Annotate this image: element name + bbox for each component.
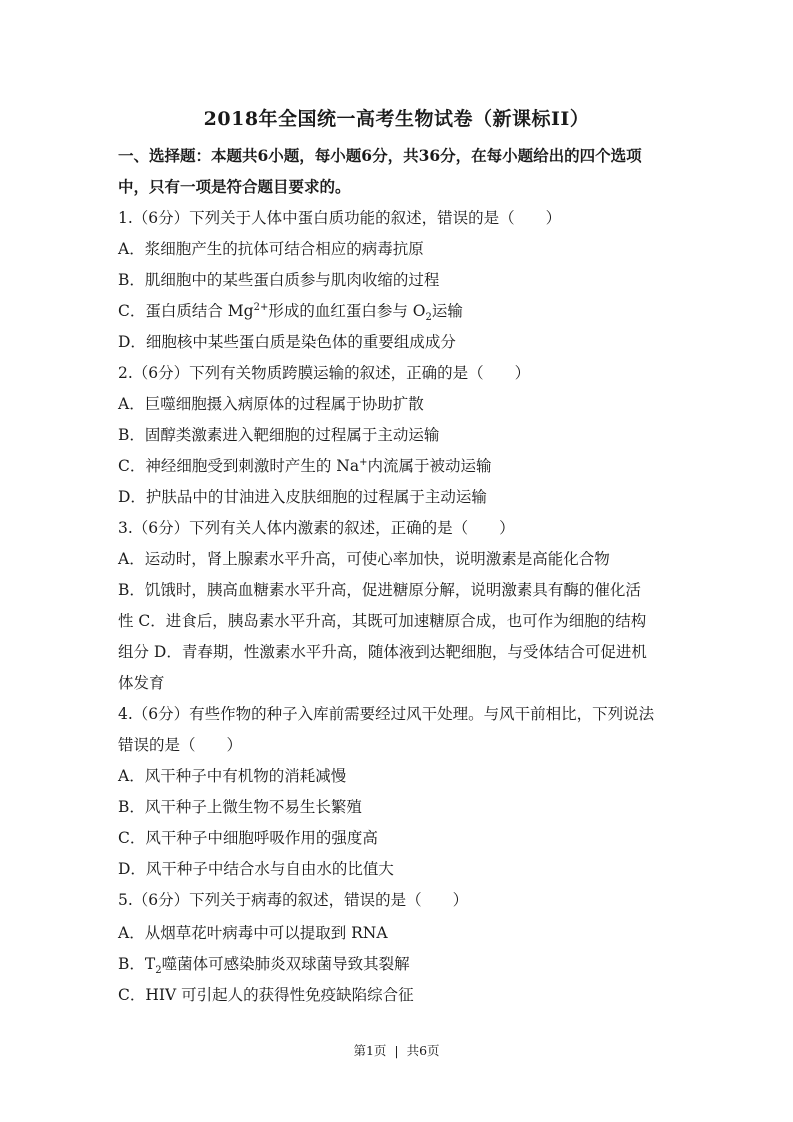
question-2-option-a: A．巨噬细胞摄入病原体的过程属于协助扩散: [118, 395, 424, 413]
q1c-subscript: 2: [425, 312, 432, 324]
question-2-option-d: D．护肤品中的甘油进入皮肤细胞的过程属于主动运输: [118, 488, 487, 506]
question-4-stem-line-1: 4.（6分）有些作物的种子入库前需要经过风干处理。与风干前相比，下列说法: [118, 705, 655, 723]
q5b-text-1: B．T: [118, 955, 156, 973]
question-4-option-c: C．风干种子中细胞呼吸作用的强度高: [118, 829, 378, 847]
question-3-text-line-4: 组分 D．青春期，性激素水平升高，随体液到达靶细胞，与受体结合可促进机: [118, 643, 647, 661]
q5b-subscript: 2: [155, 965, 162, 977]
question-1-option-c: [118, 301, 688, 324]
q2c-text-1: C．神经细胞受到刺激时产生的 Na: [118, 457, 360, 475]
question-2-option-c: [118, 456, 688, 476]
question-1-option-b: B．肌细胞中的某些蛋白质参与肌肉收缩的过程: [118, 271, 440, 289]
question-1-option-d: D．细胞核中某些蛋白质是染色体的重要组成成分: [118, 333, 456, 351]
question-3-text-line-3: 性 C．进食后，胰岛素水平升高，其既可加速糖原合成，也可作为细胞的结构: [118, 612, 647, 630]
question-2-option-b: B．固醇类激素进入靶细胞的过程属于主动运输: [118, 426, 440, 444]
page-title: 2018年全国统一高考生物试卷（新课标II）: [203, 108, 590, 130]
q5b-text-2: 噬菌体可感染肺炎双球菌导致其裂解: [161, 955, 410, 973]
q1c-superscript: 2+: [253, 301, 269, 313]
footer-separator: |: [394, 1043, 399, 1058]
question-5-option-c: C．HIV 可引起人的获得性免疫缺陷综合征: [118, 986, 414, 1004]
question-1-option-a: A．浆细胞产生的抗体可结合相应的病毒抗原: [118, 240, 424, 258]
section-heading-line1: 一、选择题：本题共6小题，每小题6分，共36分，在每小题给出的四个选项: [118, 146, 642, 165]
question-1-stem: 1.（6分）下列关于人体中蛋白质功能的叙述，错误的是（ ）: [118, 209, 562, 227]
question-3-text-line-2: B．饥饿时，胰高血糖素水平升高，促进糖原分解，说明激素具有酶的催化活: [118, 581, 641, 599]
q1c-text-2: 形成的血红蛋白参与 O: [268, 302, 426, 320]
question-5-option-b: [118, 954, 688, 977]
q2c-superscript: +: [359, 456, 368, 468]
question-5-option-a: A．从烟草花叶病毒中可以提取到 RNA: [118, 924, 388, 942]
question-4-option-b: B．风干种子上微生物不易生长繁殖: [118, 798, 362, 816]
page-footer: [0, 1041, 793, 1059]
total-pages-label: 共6页: [406, 1043, 440, 1058]
question-4-option-d: D．风干种子中结合水与自由水的比值大: [118, 860, 394, 878]
question-4-stem-line-2: 错误的是（ ）: [118, 736, 243, 754]
question-3-option-a: A．运动时，肾上腺素水平升高，可使心率加快，说明激素是高能化合物: [118, 550, 610, 568]
current-page-label: 第1页: [353, 1043, 387, 1058]
question-5-stem: 5.（6分）下列关于病毒的叙述，错误的是（ ）: [118, 891, 469, 909]
question-4-option-a: A．风干种子中有机物的消耗减慢: [118, 767, 347, 785]
question-3-text-line-5: 体发育: [118, 674, 165, 692]
section-heading-line2: 中，只有一项是符合题目要求的。: [118, 177, 351, 196]
question-3-stem: 3.（6分）下列有关人体内激素的叙述，正确的是（ ）: [118, 519, 515, 537]
q2c-text-2: 内流属于被动运输: [367, 457, 492, 475]
q1c-text-3: 运输: [431, 302, 463, 320]
question-2-stem: 2.（6分）下列有关物质跨膜运输的叙述，正确的是（ ）: [118, 364, 531, 382]
q1c-text-1: C．蛋白质结合 Mg: [118, 302, 254, 320]
